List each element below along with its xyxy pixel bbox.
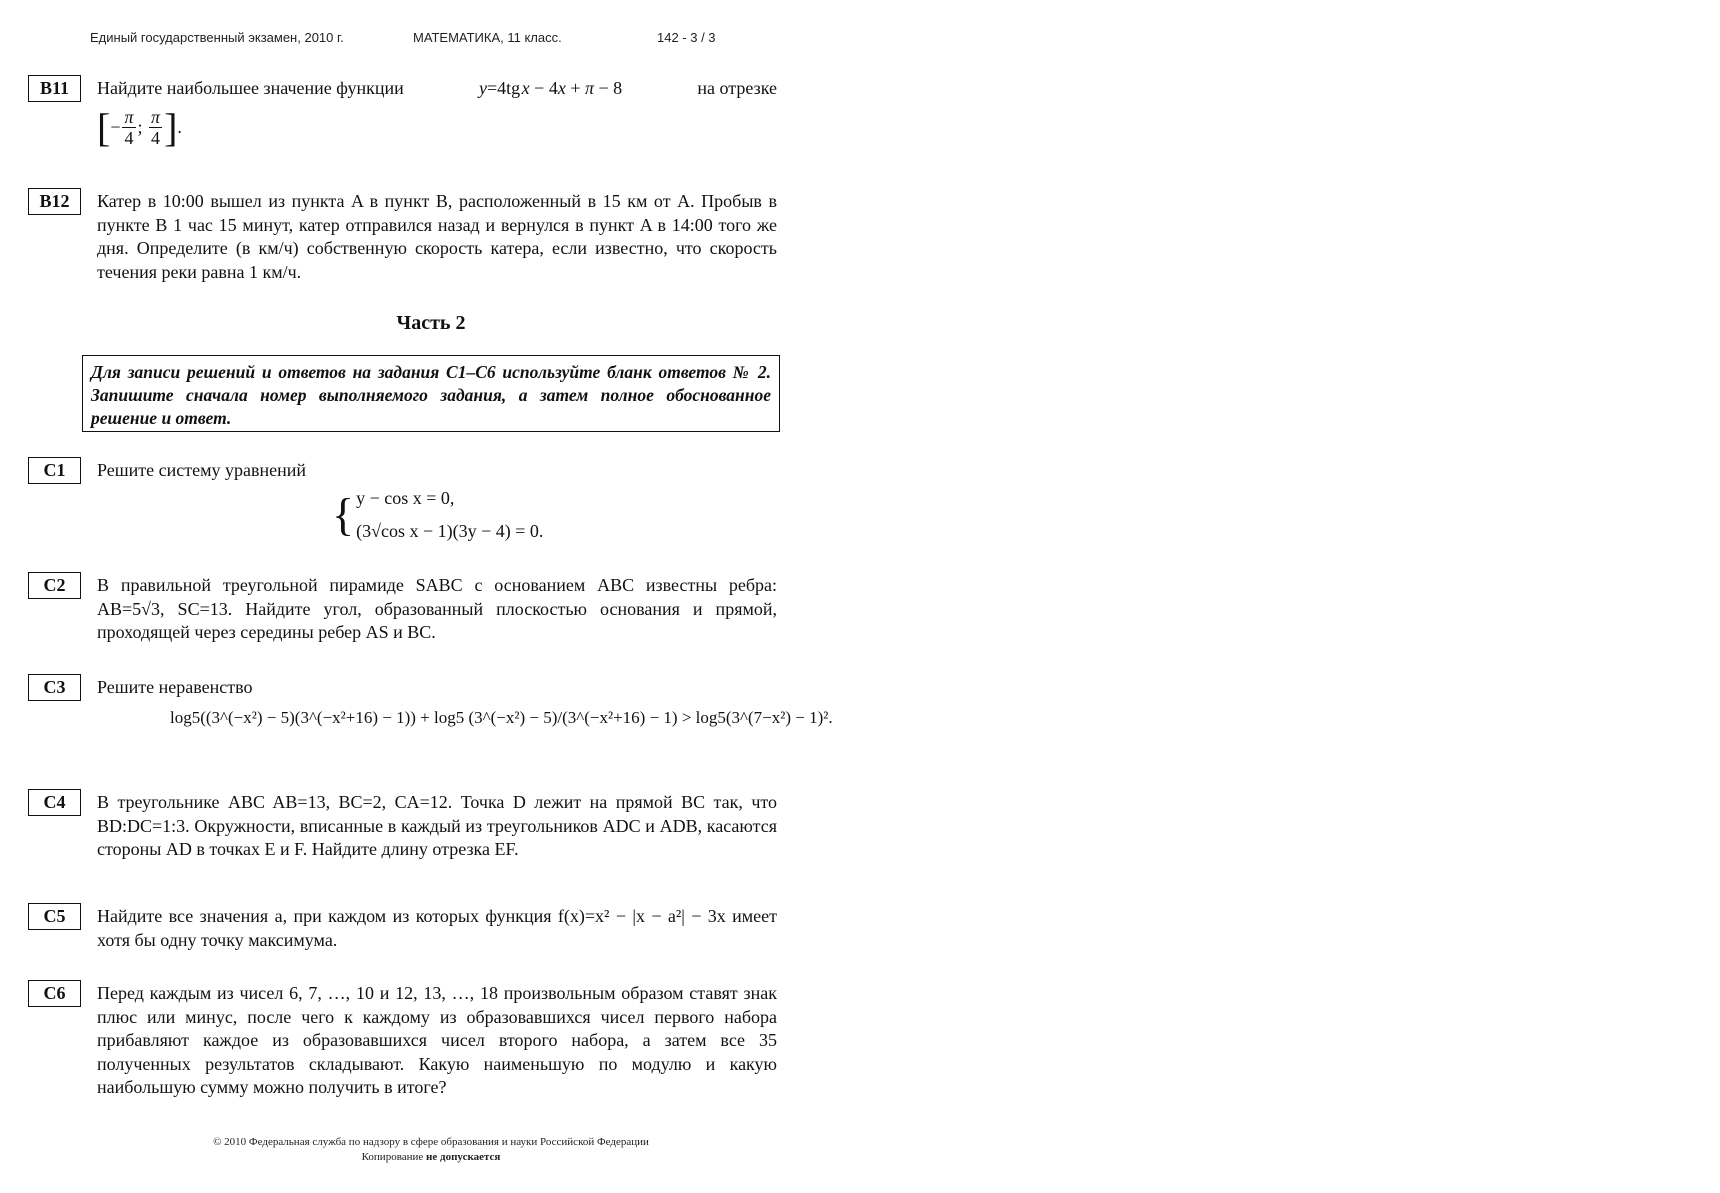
task-c3-formula: log5((3^(−x²) − 5)(3^(−x²+16) − 1)) + log5 (3^(−x²) − 5)/(3^(−x²+16) − 1) > log5(3^(7−x²) − 1)².	[170, 708, 833, 727]
footer-copyright: © 2010 Федеральная служба по надзору в сфере образования и науки Российской Федерации	[213, 1136, 649, 1148]
part2-title: Часть 2	[396, 312, 466, 334]
task-c3-text: Решите неравенство	[97, 677, 253, 697]
task-c6-text: Перед каждым из чисел 6, 7, …, 10 и 12, 13, …, 18 произвольным образом ставят знак плюс или минус, после чего к каждому из образовавшихся чисел первого набора прибавляют каждое из образовавшихся чисел второго набора, а затем все 35 полученных результатов складывают. Какую наименьшую по модулю и какую наибольшую сумму можно получить в итоге?	[97, 983, 777, 1097]
task-c1-eq2: (3√cos x − 1)(3y − 4) = 0.	[356, 521, 544, 541]
task-c1-eq1: y − cos x = 0,	[356, 488, 455, 508]
footer-copy-prefix: Копирование	[361, 1151, 424, 1163]
task-b11-interval: [ − $\frac{\pi}{4}$ ; π 4 ] .	[97, 104, 182, 150]
task-b11	[97, 77, 777, 151]
task-c1-system: { y − cos x = 0, (3√cos x − 1)(3y − 4) = 0.	[332, 482, 543, 548]
task-b11-formula: y=4tg x − 4x + π − 8	[479, 78, 623, 98]
task-c4-text: В треугольнике ABC AB=13, BC=2, CA=12. Точка D лежит на прямой BC так, что BD:DC=1:3. Окружности, вписанные в каждый из треугольников ADC и ADB, касаются стороны AD в точках E и F. Найдите длину отрезка EF.	[97, 792, 777, 859]
task-label-c1: C1	[28, 457, 81, 484]
exam-title: Единый государственный экзамен, 2010 г.	[90, 30, 344, 45]
task-label-c3: C3	[28, 674, 81, 701]
task-b11-text: Найдите наибольшее значение функции	[97, 78, 404, 98]
task-label-b12: B12	[28, 188, 81, 215]
footer-copy-notice	[0, 1151, 862, 1163]
task-c5-text: Найдите все значения a, при каждом из которых функция f(x)=x² − |x − a²| − 3x имеет хотя бы одну точку максимума.	[97, 906, 777, 950]
task-label-c6: C6	[28, 980, 81, 1007]
task-c1-text: Решите систему уравнений	[97, 460, 306, 480]
task-label-c4: C4	[28, 789, 81, 816]
task-c2-text: В правильной треугольной пирамиде SABC с основанием ABC известны ребра: AB=5√3, SC=13. Найдите угол, образованный плоскостью основания и прямой, проходящей через середины ребер AS и BC.	[97, 575, 777, 642]
subject-title: МАТЕМАТИКА, 11 класс.	[413, 30, 562, 45]
page-number: 142 - 3 / 3	[657, 30, 716, 45]
part2-notice: Для записи решений и ответов на задания С1–С6 используйте бланк ответов № 2. Запишите сначала номер выполняемого задания, а затем полное обоснованное решение и ответ.	[82, 355, 780, 432]
task-label-b11: B11	[28, 75, 81, 102]
task-label-c2: C2	[28, 572, 81, 599]
task-b11-tail: на отрезке	[697, 78, 777, 98]
task-b12-text: Катер в 10:00 вышел из пункта A в пункт B, расположенный в 15 км от A. Пробыв в пункте B 1 час 15 минут, катер отправился назад и вернулся в пункт A в 14:00 того же дня. Определите (в км/ч) собственную скорость катера, если известно, что скорость течения реки равна 1 км/ч.	[97, 191, 777, 282]
footer-copy-bold: не допускается	[426, 1151, 501, 1163]
task-label-c5: C5	[28, 903, 81, 930]
